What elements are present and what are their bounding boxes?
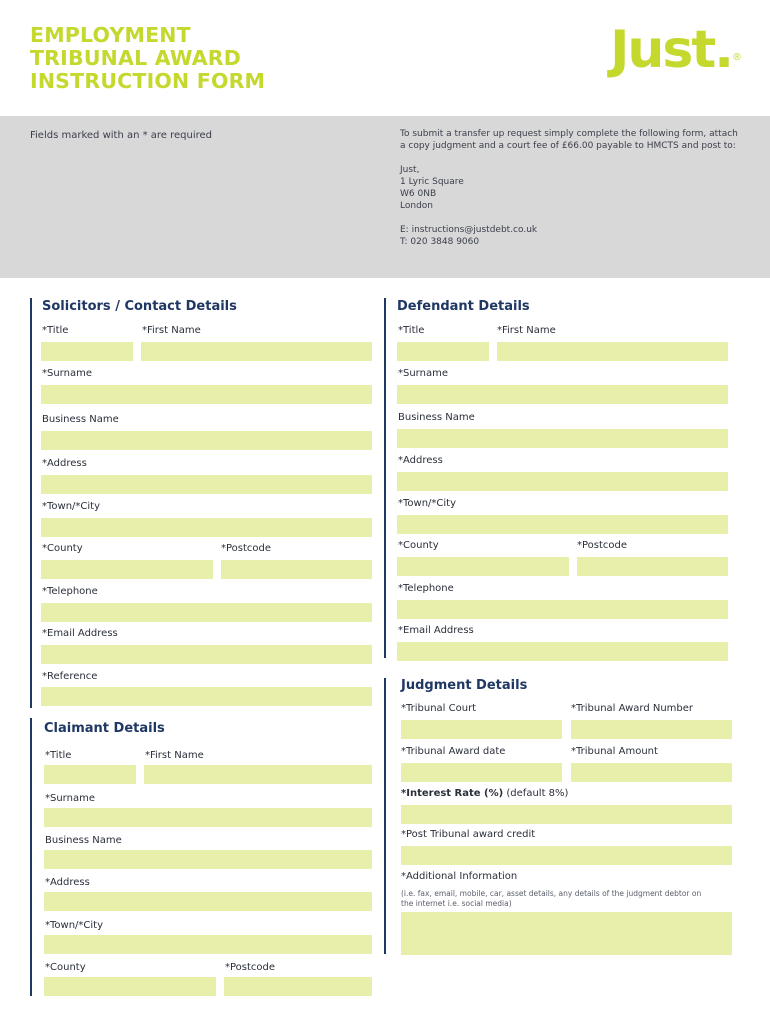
sol-surname-label: *Surname <box>42 368 92 379</box>
def-telephone-label: *Telephone <box>398 583 454 594</box>
def-postcode-field[interactable] <box>577 557 728 576</box>
post-award-credit-field[interactable] <box>401 846 732 865</box>
sol-business-name-field[interactable] <box>41 431 372 450</box>
claimant-divider <box>30 718 32 996</box>
interest-rate-field[interactable] <box>401 805 732 824</box>
def-business-name-label: Business Name <box>398 412 475 423</box>
registered-mark: ® <box>732 52 742 63</box>
def-address-label: *Address <box>398 455 443 466</box>
sol-title-field[interactable] <box>41 342 133 361</box>
judgment-divider <box>384 678 386 954</box>
additional-info-field[interactable] <box>401 912 732 955</box>
claimant-heading: Claimant Details <box>44 721 165 736</box>
sol-telephone-label: *Telephone <box>42 586 98 597</box>
sol-county-field[interactable] <box>41 560 213 579</box>
additional-info-hint: (i.e. fax, email, mobile, car, asset details, any details of the judgment debtor on the internet i.e. social media) <box>401 889 702 908</box>
contact-phone: T: 020 3848 9060 <box>400 237 480 247</box>
cla-business-name-label: Business Name <box>45 835 122 846</box>
sol-postcode-label: *Postcode <box>221 543 272 554</box>
address-line-2: 1 Lyric Square <box>400 177 464 187</box>
tribunal-award-date-label: *Tribunal Award date <box>401 746 506 757</box>
def-email-field[interactable] <box>397 642 728 661</box>
solicitors-heading: Solicitors / Contact Details <box>42 299 237 314</box>
def-county-label: *County <box>398 540 439 551</box>
cla-first-name-field[interactable] <box>144 765 372 784</box>
def-title-label: *Title <box>398 325 425 336</box>
sol-reference-label: *Reference <box>42 671 98 682</box>
sol-town-city-field[interactable] <box>41 518 372 537</box>
cla-surname-field[interactable] <box>44 808 372 827</box>
tribunal-award-date-field[interactable] <box>401 763 562 782</box>
judgment-heading: Judgment Details <box>401 678 528 693</box>
sol-first-name-label: *First Name <box>142 325 201 336</box>
sol-postcode-field[interactable] <box>221 560 372 579</box>
form-title-line-3: INSTRUCTION FORM <box>30 69 266 93</box>
cla-town-city-field[interactable] <box>44 935 372 954</box>
def-first-name-field[interactable] <box>497 342 728 361</box>
cla-surname-label: *Surname <box>45 793 95 804</box>
tribunal-award-number-label: *Tribunal Award Number <box>571 703 694 714</box>
sol-first-name-field[interactable] <box>141 342 372 361</box>
additional-info-label: *Additional Information <box>401 871 518 882</box>
cla-postcode-field[interactable] <box>224 977 372 996</box>
interest-rate-label <box>401 788 568 799</box>
cla-town-city-label: *Town/*City <box>45 920 104 931</box>
def-address-field[interactable] <box>397 472 728 491</box>
solicitors-divider <box>30 298 32 708</box>
sol-email-label: *Email Address <box>42 628 118 639</box>
def-surname-label: *Surname <box>398 368 448 379</box>
cla-postcode-label: *Postcode <box>225 962 276 973</box>
def-business-name-field[interactable] <box>397 429 728 448</box>
address-line-3: W6 0NB <box>400 189 437 199</box>
def-email-label: *Email Address <box>398 625 474 636</box>
def-telephone-field[interactable] <box>397 600 728 619</box>
cla-title-field[interactable] <box>44 765 136 784</box>
cla-address-field[interactable] <box>44 892 372 911</box>
def-town-city-field[interactable] <box>397 515 728 534</box>
def-county-field[interactable] <box>397 557 569 576</box>
instructions-block <box>400 128 745 248</box>
address-line-4: London <box>400 201 433 211</box>
address-line-1: Just, <box>400 165 420 175</box>
def-surname-field[interactable] <box>397 385 728 404</box>
sol-business-name-label: Business Name <box>42 414 119 425</box>
def-postcode-label: *Postcode <box>577 540 628 551</box>
interest-rate-label-text: *Interest Rate (%) <box>401 788 504 799</box>
sol-reference-field[interactable] <box>41 687 372 706</box>
tribunal-court-field[interactable] <box>401 720 562 739</box>
form-title-line-1: EMPLOYMENT <box>30 23 191 47</box>
def-title-field[interactable] <box>397 342 489 361</box>
instructions-text: To submit a transfer up request simply complete the following form, attach a copy judgment and a court fee of £66.00 payable to HMCTS and post to: <box>400 129 738 151</box>
interest-rate-default: (default 8%) <box>506 788 569 799</box>
sol-address-field[interactable] <box>41 475 372 494</box>
cla-business-name-field[interactable] <box>44 850 372 869</box>
form-title-line-2: TRIBUNAL AWARD <box>30 46 241 70</box>
cla-county-field[interactable] <box>44 977 216 996</box>
cla-title-label: *Title <box>45 750 72 761</box>
tribunal-amount-field[interactable] <box>571 763 732 782</box>
sol-county-label: *County <box>42 543 83 554</box>
required-note: Fields marked with an * are required <box>30 130 213 141</box>
defendant-divider <box>384 298 386 658</box>
tribunal-court-label: *Tribunal Court <box>401 703 477 714</box>
sol-email-field[interactable] <box>41 645 372 664</box>
sol-surname-field[interactable] <box>41 385 372 404</box>
logo-text: Just. <box>610 20 732 80</box>
def-town-city-label: *Town/*City <box>398 498 457 509</box>
cla-county-label: *County <box>45 962 86 973</box>
just-logo <box>610 20 742 80</box>
cla-address-label: *Address <box>45 877 90 888</box>
form-title <box>30 24 265 93</box>
sol-address-label: *Address <box>42 458 87 469</box>
defendant-heading: Defendant Details <box>397 299 530 314</box>
def-first-name-label: *First Name <box>497 325 556 336</box>
tribunal-amount-label: *Tribunal Amount <box>571 746 658 757</box>
sol-town-city-label: *Town/*City <box>42 501 101 512</box>
contact-email: E: instructions@justdebt.co.uk <box>400 225 538 235</box>
sol-telephone-field[interactable] <box>41 603 372 622</box>
tribunal-award-number-field[interactable] <box>571 720 732 739</box>
sol-title-label: *Title <box>42 325 69 336</box>
post-award-credit-label: *Post Tribunal award credit <box>401 829 536 840</box>
cla-first-name-label: *First Name <box>145 750 204 761</box>
